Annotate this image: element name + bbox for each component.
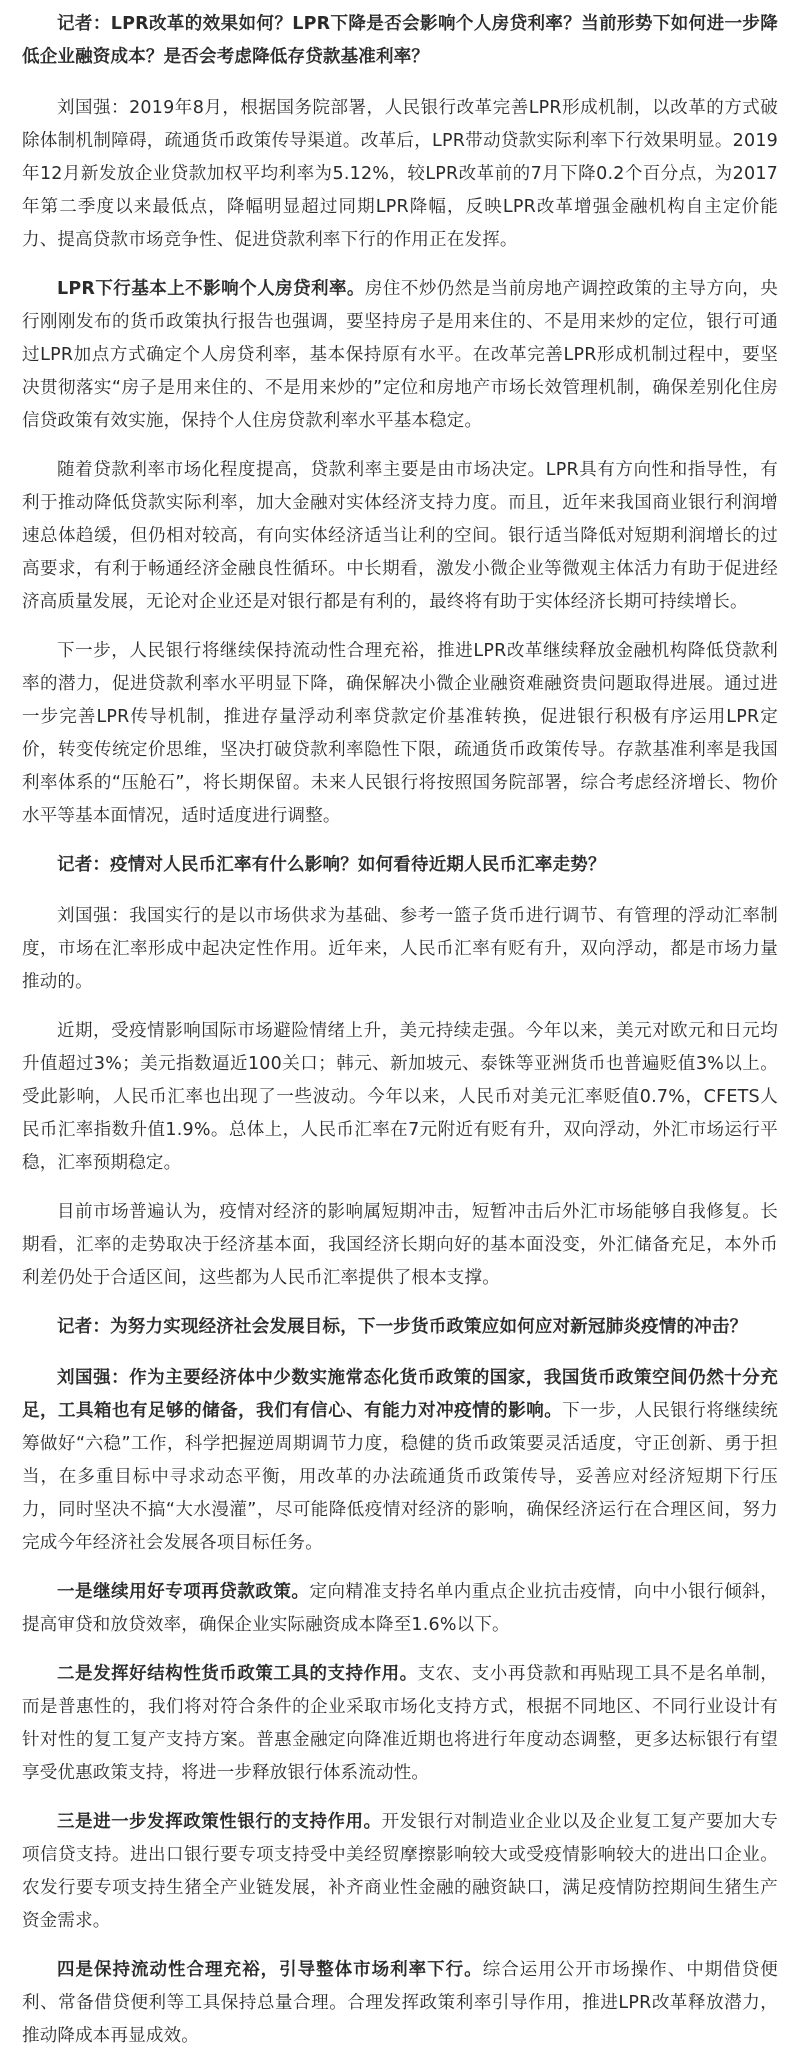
answer-1-paragraph-1-text: 刘国强：2019年8月，根据国务院部署，人民银行改革完善LPR形成机制，以改革的方式破除体制机制障碍，疏通货币政策传导渠道。改革后，LPR带动贷款实际利率下行效果明显。2019年12月新发放企业贷款加权平均利率为5.12%，较LPR改革前的7月下降0.2个百分点，为2017年第二季度以来最低点，降幅明显超过同期LPR降幅，反映LPR改革增强金融机构自主定价能力、提高贷款市场竞争性、促进贷款利率下行的作用正在发挥。 [22,98,778,250]
answer-3-point-4-text: 综合运用公开市场操作、中期借贷便利、常备借贷便利等工具保持总量合理。合理发挥政策利率引导作用，推进LPR改革释放潜力，推动降成本再显成效。 [22,1960,778,2046]
answer-1-paragraph-3 [22,454,778,619]
answer-2-paragraph-1-text: 刘国强：我国实行的是以市场供求为基础、参考一篮子货币进行调节、有管理的浮动汇率制度，市场在汇率形成中起决定性作用。近年来，人民币汇率有贬有升，双向浮动，都是市场力量推动的。 [22,906,778,992]
answer-3-paragraph-1-lead: 刘国强：作为主要经济体中少数实施常态化货币政策的国家，我国货币政策空间仍然十分充足，工具箱也有足够的储备，我们有信心、有能力对冲疫情的影响。 [22,1368,778,1421]
answer-2-paragraph-1 [22,900,778,999]
answer-2-paragraph-3-text: 目前市场普遍认为，疫情对经济的影响属短期冲击，短暂冲击后外汇市场能够自我修复。长期看，汇率的走势取决于经济基本面，我国经济长期向好的基本面没变，外汇储备充足，本外币利差仍处于合适区间，这些都为人民币汇率提供了根本支撑。 [22,1202,778,1288]
answer-2-paragraph-2 [22,1015,778,1180]
answer-3-point-2-text: 支农、支小再贷款和再贴现工具不是名单制，而是普惠性的，我们将对符合条件的企业采取市场化支持方式，根据不同地区、不同行业设计有针对性的复工复产支持方案。普惠金融定向降准近期也将进行年度动态调整，更多达标银行有望享受优惠政策支持，将进一步释放银行体系流动性。 [22,1664,779,1783]
answer-3-point-2-lead: 二是发挥好结构性货币政策工具的支持作用。 [57,1664,418,1684]
answer-3-point-4 [22,1954,778,2053]
answer-2-paragraph-3 [22,1196,778,1295]
answer-3-point-3-text: 开发银行对制造业企业以及企业复工复产要加大专项信贷支持。进出口银行要专项支持受中美经贸摩擦影响较大或受疫情影响较大的进出口企业。农发行要专项支持生猪全产业链发展，补齐商业性金融的融资缺口，满足疫情防控期间生猪生产资金需求。 [22,1812,778,1931]
answer-1-paragraph-4 [22,635,778,833]
answer-1-paragraph-2-text: 房住不炒仍然是当前房地产调控政策的主导方向，央行刚刚发布的货币政策执行报告也强调，要坚持房子是用来住的、不是用来炒的定位，银行可通过LPR加点方式确定个人房贷利率，基本保持原有水平。在改革完善LPR形成机制过程中，要坚决贯彻落实“房子是用来住的、不是用来炒的”定位和房地产市场长效管理机制，确保差别化住房信贷政策有效实施，保持个人住房贷款利率水平基本稳定。 [22,279,778,431]
answer-1-paragraph-2-lead: LPR下行基本上不影响个人房贷利率。 [57,279,365,299]
answer-3-paragraph-1-text: 下一步，人民银行将继续统筹做好“六稳”工作，科学把握逆周期调节力度，稳健的货币政策要灵活适度，守正创新、勇于担当，在多重目标中寻求动态平衡，用改革的办法疏通货币政策传导，妥善应对经济短期下行压力，同时坚决不搞“大水漫灌”，尽可能降低疫情对经济的影响，确保经济运行在合理区间，努力完成今年经济社会发展各项目标任务。 [22,1401,778,1553]
question-3-text: 记者：为努力实现经济社会发展目标，下一步货币政策应如何应对新冠肺炎疫情的冲击？ [57,1317,748,1337]
answer-1-paragraph-1 [22,92,778,257]
answer-3-point-1 [22,1576,778,1642]
answer-1-paragraph-4-text: 下一步，人民银行将继续保持流动性合理充裕，推进LPR改革继续释放金融机构降低贷款利率的潜力，促进贷款利率水平明显下降，确保解决小微企业融资难融资贵问题取得进展。通过进一步完善LPR传导机制，推进存量浮动利率贷款定价基准转换，促进银行积极有序运用LPR定价，转变传统定价思维，坚决打破贷款利率隐性下限，疏通货币政策传导。存款基准利率是我国利率体系的“压舱石”，将长期保留。未来人民银行将按照国务院部署，综合考虑经济增长、物价水平等基本面情况，适时适度进行调整。 [22,641,778,826]
question-1 [22,8,778,74]
answer-3-point-1-lead: 一是继续用好专项再贷款政策。 [57,1582,310,1602]
answer-3-point-1-text: 定向精准支持名单内重点企业抗击疫情，向中小银行倾斜，提高审贷和放贷效率，确保企业实际融资成本降至1.6%以下。 [22,1582,778,1635]
question-1-text: 记者：LPR改革的效果如何？LPR下降是否会影响个人房贷利率？当前形势下如何进一步降低企业融资成本？是否会考虑降低存贷款基准利率？ [22,14,778,67]
answer-3-point-2 [22,1658,778,1790]
answer-3-paragraph-1 [22,1362,778,1560]
answer-3-point-4-lead: 四是保持流动性合理充裕，引导整体市场利率下行。 [57,1960,483,1980]
answer-1-paragraph-2 [22,273,778,438]
answer-1-paragraph-3-text: 随着贷款利率市场化程度提高，贷款利率主要是由市场决定。LPR具有方向性和指导性，有利于推动降低贷款实际利率，加大金融对实体经济支持力度。而且，近年来我国商业银行利润增速总体趋缓，但仍相对较高，有向实体经济适当让利的空间。银行适当降低对短期利润增长的过高要求，有利于畅通经济金融良性循环。中长期看，激发小微企业等微观主体活力有助于促进经济高质量发展，无论对企业还是对银行都是有利的，最终将有助于实体经济长期可持续增长。 [22,460,778,612]
answer-3-point-3-lead: 三是进一步发挥政策性银行的支持作用。 [57,1812,382,1832]
answer-3-point-3 [22,1806,778,1938]
answer-2-paragraph-2-text: 近期，受疫情影响国际市场避险情绪上升，美元持续走强。今年以来，美元对欧元和日元均升值超过3%；美元指数逼近100关口；韩元、新加坡元、泰铢等亚洲货币也普遍贬值3%以上。受此影响，人民币汇率也出现了一些波动。今年以来，人民币对美元汇率贬值0.7%，CFETS人民币汇率指数升值1.9%。总体上，人民币汇率在7元附近有贬有升，双向浮动，外汇市场运行平稳，汇率预期稳定。 [22,1021,778,1173]
question-2-text: 记者：疫情对人民币汇率有什么影响？如何看待近期人民币汇率走势？ [57,855,606,875]
question-2 [22,849,778,882]
question-3 [22,1311,778,1344]
